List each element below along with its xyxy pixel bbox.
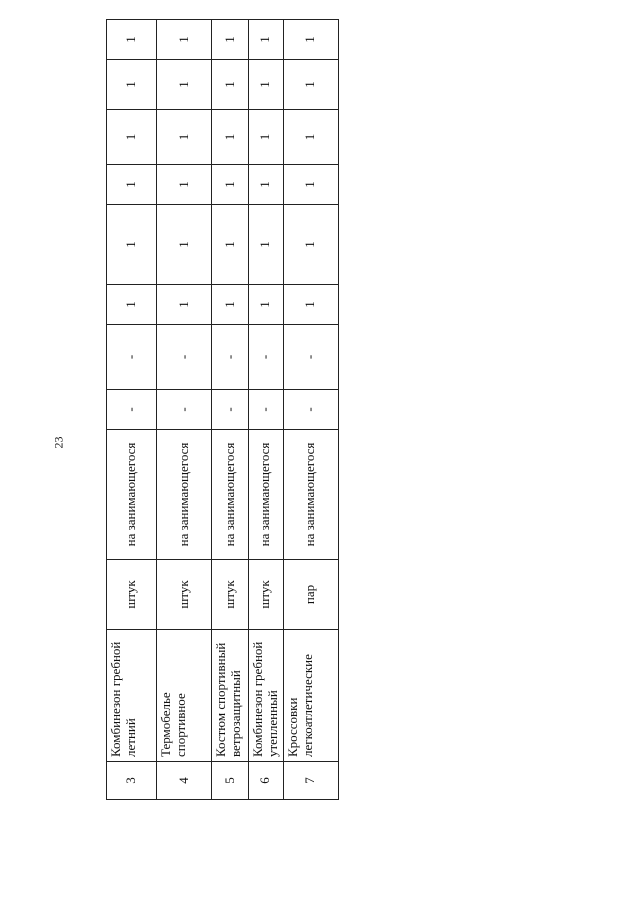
table-row xyxy=(212,20,249,800)
value-stage-5: 1 xyxy=(283,165,338,205)
table-row xyxy=(283,20,338,800)
value-stage-8: 1 xyxy=(212,20,249,60)
unit-of-measure: штук xyxy=(107,560,157,630)
value-stage-1: - xyxy=(249,390,284,430)
value-stage-2: - xyxy=(283,325,338,390)
value-stage-3: 1 xyxy=(283,285,338,325)
value-stage-6: 1 xyxy=(283,110,338,165)
value-stage-6: 1 xyxy=(212,110,249,165)
equipment-table xyxy=(106,19,339,800)
value-stage-7: 1 xyxy=(283,60,338,110)
value-stage-5: 1 xyxy=(249,165,284,205)
value-stage-4: 1 xyxy=(249,205,284,285)
value-stage-4: 1 xyxy=(283,205,338,285)
value-stage-1: - xyxy=(157,390,212,430)
value-stage-6: 1 xyxy=(249,110,284,165)
row-number: 7 xyxy=(283,762,338,800)
value-stage-3: 1 xyxy=(212,285,249,325)
row-number: 3 xyxy=(107,762,157,800)
value-stage-1: - xyxy=(283,390,338,430)
value-stage-8: 1 xyxy=(249,20,284,60)
page-number: 23 xyxy=(51,436,66,449)
value-stage-5: 1 xyxy=(212,165,249,205)
value-stage-2: - xyxy=(157,325,212,390)
unit-of-measure: пар xyxy=(283,560,338,630)
value-stage-7: 1 xyxy=(212,60,249,110)
unit-of-measure: штук xyxy=(157,560,212,630)
unit-of-measure: штук xyxy=(212,560,249,630)
row-number: 4 xyxy=(157,762,212,800)
value-stage-4: 1 xyxy=(107,205,157,285)
value-stage-2: - xyxy=(249,325,284,390)
value-stage-8: 1 xyxy=(107,20,157,60)
value-stage-7: 1 xyxy=(107,60,157,110)
item-name: Кроссовки легкоатлетические xyxy=(283,630,338,762)
unit-of-measure: штук xyxy=(249,560,284,630)
item-name: Комбинезон гребной утепленный xyxy=(249,630,284,762)
item-name: Костюм спортивный ветрозащитный xyxy=(212,630,249,762)
calculation-unit: на занимающегося xyxy=(107,430,157,560)
value-stage-6: 1 xyxy=(157,110,212,165)
value-stage-8: 1 xyxy=(283,20,338,60)
value-stage-6: 1 xyxy=(107,110,157,165)
table-row xyxy=(249,20,284,800)
value-stage-1: - xyxy=(107,390,157,430)
value-stage-1: - xyxy=(212,390,249,430)
value-stage-7: 1 xyxy=(157,60,212,110)
value-stage-5: 1 xyxy=(107,165,157,205)
calculation-unit: на занимающегося xyxy=(283,430,338,560)
value-stage-3: 1 xyxy=(249,285,284,325)
value-stage-2: - xyxy=(107,325,157,390)
calculation-unit: на занимающегося xyxy=(212,430,249,560)
calculation-unit: на занимающегося xyxy=(157,430,212,560)
value-stage-3: 1 xyxy=(107,285,157,325)
table-row xyxy=(107,20,157,800)
value-stage-4: 1 xyxy=(212,205,249,285)
value-stage-4: 1 xyxy=(157,205,212,285)
item-name: Комбинезон гребной летний xyxy=(107,630,157,762)
row-number: 6 xyxy=(249,762,284,800)
value-stage-3: 1 xyxy=(157,285,212,325)
value-stage-5: 1 xyxy=(157,165,212,205)
value-stage-8: 1 xyxy=(157,20,212,60)
calculation-unit: на занимающегося xyxy=(249,430,284,560)
rotated-table-area xyxy=(106,20,338,800)
table-row xyxy=(157,20,212,800)
value-stage-7: 1 xyxy=(249,60,284,110)
value-stage-2: - xyxy=(212,325,249,390)
item-name: Термобелье спортивное xyxy=(157,630,212,762)
row-number: 5 xyxy=(212,762,249,800)
